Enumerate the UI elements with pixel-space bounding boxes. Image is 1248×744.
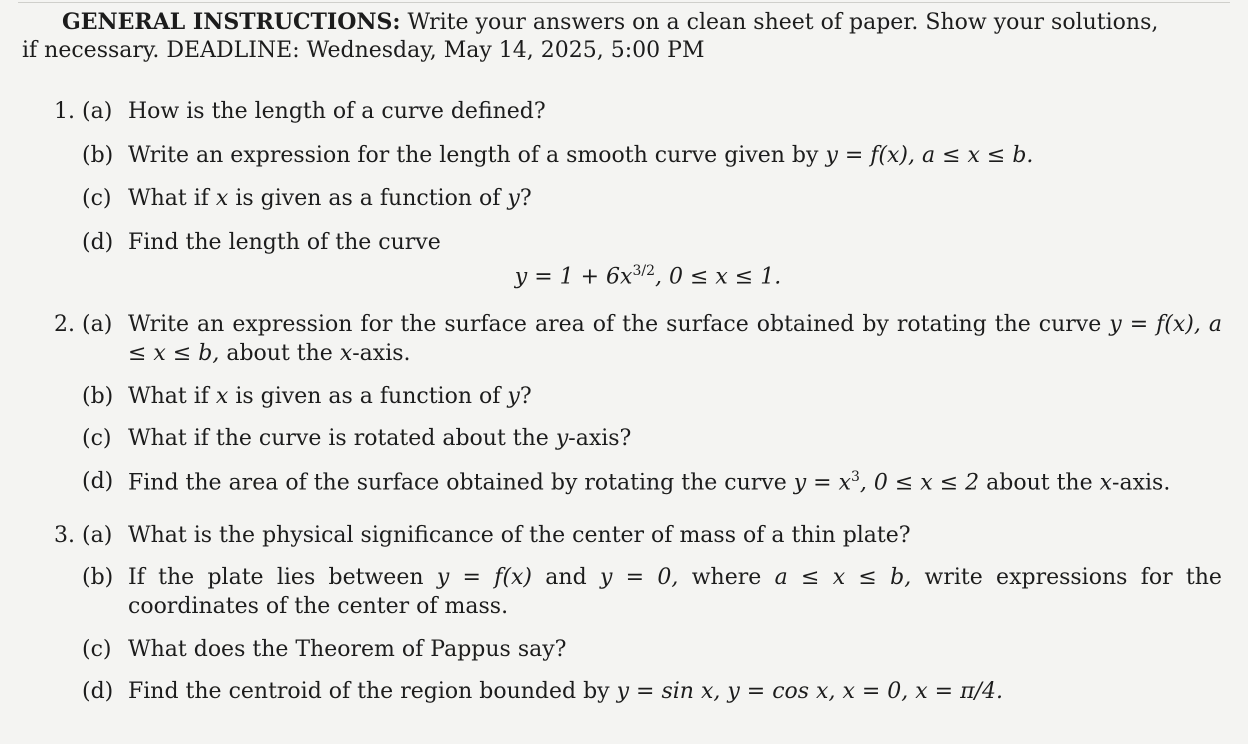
part-text: What if the curve is rotated about the xyxy=(128,426,549,452)
part-text: coordinates of the center of mass. xyxy=(128,593,509,619)
equation-main: y = 1 + 6x xyxy=(514,263,633,289)
instructions-line1: Write your answers on a clean sheet of paper. Show your solutions, xyxy=(407,10,1159,35)
part-text: -axis. xyxy=(1112,470,1171,496)
q3-part-d xyxy=(82,678,1222,707)
part-label: (b) xyxy=(82,565,114,591)
part-label: (c) xyxy=(82,426,112,452)
variable: x xyxy=(215,186,229,212)
variable: x xyxy=(1099,470,1113,496)
equation-domain: , 0 ≤ x ≤ 1. xyxy=(654,263,782,289)
deadline-text: if necessary. DEADLINE: Wednesday, May 14, 2025, 5:00 PM xyxy=(22,37,705,63)
part-text: -axis? xyxy=(568,426,632,452)
equation-exponent: 3/2 xyxy=(632,262,655,279)
question-1 xyxy=(54,98,1222,291)
part-math: y = xyxy=(1109,312,1149,338)
part-text: How is the length of a curve defined? xyxy=(128,99,546,125)
part-text: is given as a function of xyxy=(235,186,501,212)
part-label: (a) xyxy=(82,522,113,548)
q3-part-a xyxy=(82,522,1222,551)
part-text: What does the Theorem of Pappus say? xyxy=(128,636,567,662)
part-label: (d) xyxy=(82,229,114,255)
question-number: 3. xyxy=(54,522,75,548)
variable: y xyxy=(507,383,520,409)
question-3 xyxy=(54,522,1222,707)
part-math: y = sin x, y = cos x, x = 0, x = π/4. xyxy=(616,679,1003,705)
part-label: (c) xyxy=(82,186,112,212)
part-text: -axis. xyxy=(352,341,411,367)
part-text: Write an expression for the length of a smooth curve given by xyxy=(128,142,819,168)
part-text: ? xyxy=(519,186,532,212)
part-text: Find the length of the curve xyxy=(128,229,441,255)
part-math: y = x xyxy=(793,470,851,496)
variable: y xyxy=(555,426,569,452)
q2-part-c xyxy=(82,425,1222,454)
part-text: about the xyxy=(226,341,333,367)
part-text: write expressions for the xyxy=(924,565,1222,591)
q2-part-d xyxy=(82,468,1222,498)
part-text: where xyxy=(691,565,762,591)
part-text: What is the physical significance of the center of mass of a thin plate? xyxy=(128,522,911,548)
variable: x xyxy=(339,341,353,367)
part-text: Find the centroid of the region bounded by xyxy=(128,679,610,705)
variable: y xyxy=(507,186,520,212)
part-label: (d) xyxy=(82,468,114,494)
variable: x xyxy=(215,383,229,409)
q1-part-b xyxy=(82,142,1222,171)
part-math: a ≤ x ≤ b, xyxy=(774,565,912,591)
worksheet xyxy=(22,8,1222,707)
part-text: is given as a function of xyxy=(235,383,501,409)
question-number: 1. xyxy=(54,99,75,125)
part-label: (a) xyxy=(82,312,113,338)
part-math: y = f(x), a ≤ x ≤ b. xyxy=(825,142,1034,168)
part-text: Write an expression for the surface area of the surface obtained by rotating the curve xyxy=(128,312,1102,338)
part-text: ? xyxy=(519,383,532,409)
part-text: and xyxy=(545,565,587,591)
q1-part-a xyxy=(82,98,1222,127)
part-label: (b) xyxy=(82,142,114,168)
q3-part-b xyxy=(82,564,1222,621)
math-exponent: 3 xyxy=(850,468,860,485)
q2-part-b xyxy=(82,383,1222,412)
part-math: f(x), a ≤ x ≤ b, xyxy=(128,312,1222,367)
part-label: (c) xyxy=(82,636,112,662)
part-text: about the xyxy=(986,470,1093,496)
q1-part-c xyxy=(82,185,1222,214)
part-text: What if xyxy=(128,383,209,409)
part-math: y = f(x) xyxy=(436,565,532,591)
question-2 xyxy=(54,311,1222,497)
question-number: 2. xyxy=(54,312,75,338)
instructions-deadline xyxy=(22,37,1222,66)
part-label: (d) xyxy=(82,679,114,705)
part-text: What if xyxy=(128,186,209,212)
instructions-title: GENERAL INSTRUCTIONS: xyxy=(62,9,401,35)
display-equation xyxy=(54,262,1222,292)
part-math: , 0 ≤ x ≤ 2 xyxy=(859,470,980,496)
top-rule xyxy=(18,2,1230,3)
part-text: Find the area of the surface obtained by rotating the curve xyxy=(128,470,787,496)
part-text: If the plate lies between xyxy=(128,565,424,591)
part-label: (b) xyxy=(82,383,114,409)
q3-part-c xyxy=(82,636,1222,665)
q1-part-d xyxy=(82,229,1222,292)
part-math: y = 0, xyxy=(599,565,679,591)
q2-part-a xyxy=(82,311,1222,368)
part-label: (a) xyxy=(82,99,113,125)
general-instructions xyxy=(22,8,1222,38)
